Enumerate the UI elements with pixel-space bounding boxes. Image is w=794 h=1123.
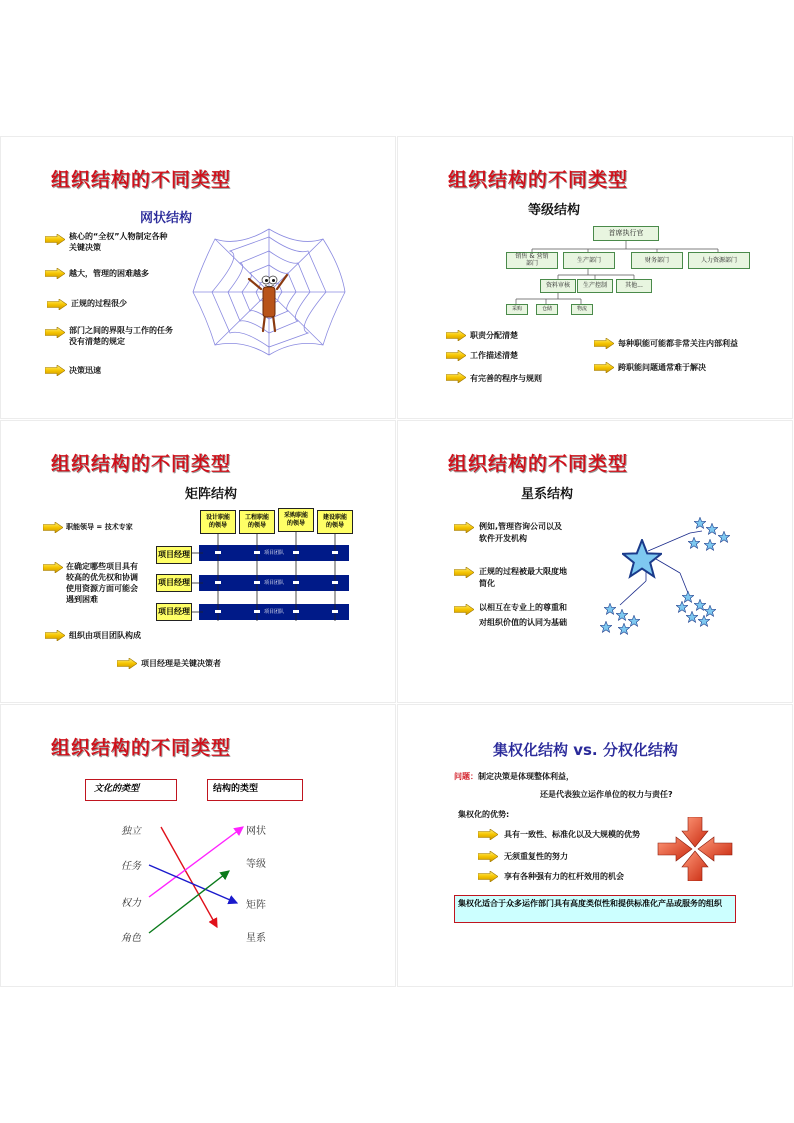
advantage-text: 无须重复性的努力	[504, 852, 568, 861]
slide-subtitle: 矩阵结构	[185, 487, 238, 502]
bullet-text: 关键决策	[69, 243, 101, 252]
org-box-logistics: 物流	[571, 304, 593, 315]
head-label: 工程职能	[244, 514, 269, 521]
structure-item: 等级	[246, 859, 266, 870]
slide-subtitle: 网状结构	[140, 211, 193, 226]
pm-box: 项目经理	[156, 603, 192, 621]
arrow-task-matrix	[149, 865, 237, 903]
arrow-icon	[47, 299, 67, 310]
bullet-text: 核心的“全权”人物制定各种	[69, 232, 168, 241]
arrow-icon	[594, 362, 614, 373]
arrow-independent-galaxy	[161, 827, 217, 927]
head-label: 的领导	[286, 520, 305, 527]
team-label: 项目团队	[263, 550, 284, 556]
bullet-text: 项目经理是关键决策者	[141, 659, 221, 668]
org-box-review: 资料审核	[540, 279, 576, 293]
pm-box: 项目经理	[156, 574, 192, 592]
central-star-icon	[623, 540, 661, 577]
advantage-text: 享有各种强有力的杠杆效用的机会	[504, 872, 624, 881]
slide-title: 组织结构的不同类型	[51, 737, 232, 759]
head-label: 的领导	[208, 522, 227, 529]
question-label: 问题：	[454, 772, 478, 781]
org-box-label: 部门	[525, 259, 538, 267]
advantages-label: 集权化的优势:	[458, 810, 510, 819]
culture-item: 权力	[121, 898, 141, 909]
bullet-text: 遇到困难	[66, 595, 98, 604]
mapping-arrows	[1, 705, 396, 987]
org-box-control: 生产控制	[577, 279, 613, 293]
bullet-text: 较高的优先权和协调	[66, 573, 138, 582]
culture-item: 任务	[121, 861, 141, 872]
org-box-purchase: 采购	[506, 304, 528, 315]
arrow-icon	[45, 365, 65, 376]
bullet-text: 有完善的程序与规则	[470, 374, 542, 383]
advantage-text: 具有一致性、标准化以及大规模的优势	[504, 830, 640, 839]
org-box-finance: 财务部门	[631, 252, 683, 269]
culture-item: 角色	[121, 933, 141, 944]
conclusion-text: 集权化适合于众多运作部门具有高度类似性和提供标准化产品或服务的组织	[458, 899, 722, 908]
slide-galaxy	[397, 420, 793, 703]
head-label: 采购职能	[283, 512, 308, 519]
bullet-text: 正规的过程很少	[71, 299, 127, 308]
arrow-power-network	[149, 827, 243, 897]
slide-title: 组织结构的不同类型	[51, 169, 232, 191]
culture-item: 独立	[121, 826, 141, 837]
bullet-text: 工作描述清楚	[470, 351, 518, 360]
arrow-icon	[478, 871, 498, 882]
galaxy-illustration	[598, 511, 738, 641]
slide-title: 集权化结构 vs. 分权化结构	[493, 741, 678, 759]
arrow-icon	[454, 522, 474, 533]
structure-header-label: 结构的类型	[213, 784, 259, 794]
bullet-text: 以相互在专业上的尊重和	[479, 603, 567, 612]
arrow-icon	[43, 522, 63, 533]
head-label: 的领导	[325, 522, 344, 529]
arrow-icon	[478, 851, 498, 862]
arrow-icon	[454, 604, 474, 615]
culture-header-label: 文化的类型	[94, 784, 140, 794]
bullet-text: 使用资源方面可能会	[66, 584, 138, 593]
bullet-text: 对组织价值的认同为基础	[479, 618, 567, 627]
bullet-text: 每种职能可能都非常关注内部利益	[618, 339, 738, 348]
slide-culture-structure	[0, 704, 396, 987]
head-label: 的领导	[247, 522, 266, 529]
arrow-icon	[117, 658, 137, 669]
org-box-storage: 仓储	[536, 304, 558, 315]
bullet-text: 决策迅速	[69, 366, 101, 375]
bullet-text: 跨职能问题通常难于解决	[618, 363, 706, 372]
slide-matrix	[0, 420, 396, 703]
arrow-icon	[43, 562, 63, 573]
slide-title: 组织结构的不同类型	[448, 453, 629, 475]
org-box-production: 生产部门	[563, 252, 615, 269]
structure-item: 矩阵	[246, 900, 266, 911]
bullet-text: 例如,管理咨询公司以及	[479, 522, 563, 531]
spider-web-illustration	[191, 227, 347, 357]
bullet-text: 正规的过程被最大限度地	[479, 567, 567, 576]
slide-hierarchy	[397, 136, 793, 419]
org-box-sales	[506, 252, 558, 269]
bullet-text: 在确定哪些项目具有	[66, 562, 138, 571]
arrow-icon	[446, 350, 466, 361]
head-label: 建设职能	[322, 514, 347, 521]
bullet-text: 职能领导 = 技术专家	[66, 523, 133, 531]
arrow-icon	[454, 567, 474, 578]
slide-centralization	[397, 704, 793, 987]
arrow-icon	[45, 234, 65, 245]
arrow-icon	[45, 327, 65, 338]
converging-arrows-icon	[656, 817, 734, 881]
question-text: 制定决策是体现整体利益，	[478, 772, 574, 781]
slide-subtitle: 星系结构	[521, 487, 574, 502]
slide-title: 组织结构的不同类型	[51, 453, 232, 475]
arrow-icon	[446, 372, 466, 383]
conclusion-box	[454, 895, 736, 923]
question-line-2: 还是代表独立运作单位的权力与责任?	[540, 790, 673, 799]
bullet-text: 简化	[479, 579, 495, 588]
arrow-icon	[446, 330, 466, 341]
bullet-text: 越大，管理的困难越多	[69, 269, 149, 278]
org-box-ceo: 首席执行官	[593, 226, 659, 241]
team-label: 项目团队	[263, 609, 284, 615]
org-box-label: 销售 & 营销	[515, 253, 549, 260]
arrow-icon	[594, 338, 614, 349]
slide-network	[0, 136, 396, 419]
bullet-text: 软件开发机构	[479, 534, 527, 543]
bullet-text: 职责分配清楚	[470, 331, 518, 340]
bullet-text: 部门之间的界限与工作的任务	[69, 326, 173, 335]
arrow-icon	[45, 630, 65, 641]
slide-subtitle: 等级结构	[528, 203, 581, 218]
arrow-icon	[45, 268, 65, 279]
bullet-text: 没有清楚的规定	[69, 337, 125, 346]
head-label: 设计职能	[205, 514, 230, 521]
org-box-other: 其他...	[616, 279, 652, 293]
question-line	[454, 771, 574, 782]
slide-title: 组织结构的不同类型	[448, 169, 629, 191]
arrow-role-hierarchy	[149, 871, 229, 933]
org-box-hr: 人力资源部门	[688, 252, 750, 269]
arrow-icon	[478, 829, 498, 840]
structure-item: 网状	[246, 826, 266, 837]
team-label: 项目团队	[263, 580, 284, 586]
structure-item: 星系	[246, 933, 266, 944]
pm-box: 项目经理	[156, 546, 192, 564]
bullet-text: 组织由项目团队构成	[69, 631, 141, 640]
